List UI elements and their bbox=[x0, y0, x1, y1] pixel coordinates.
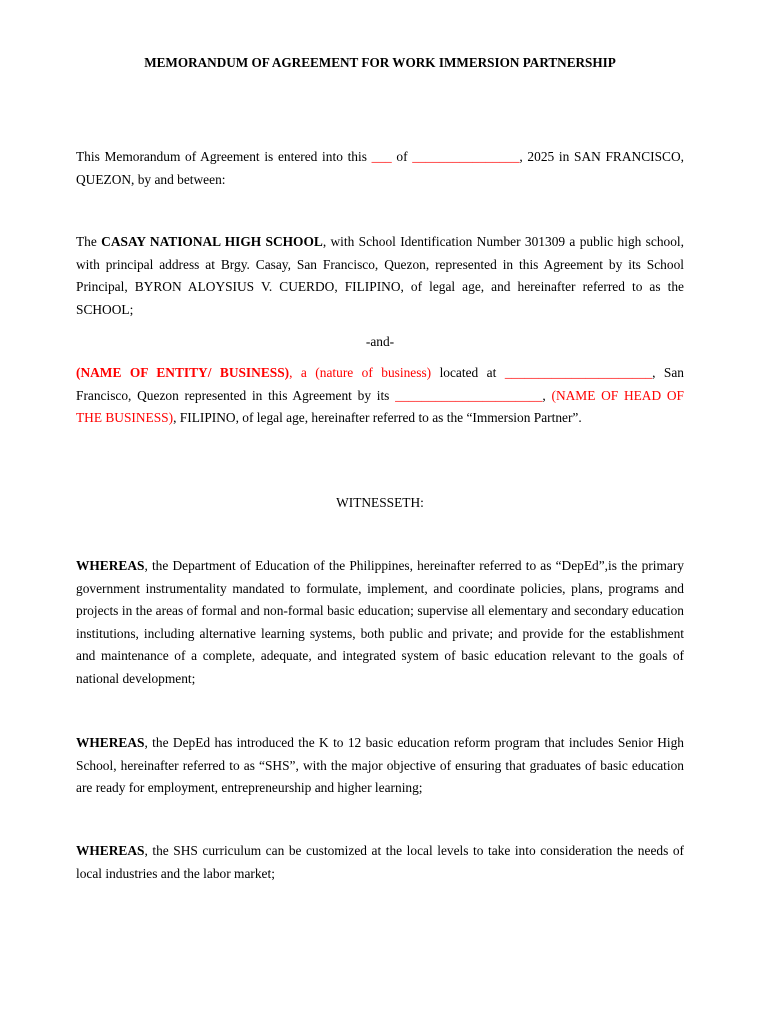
intro-text-end: , 2025 in SAN FRANCISCO, QUEZON, by and between: bbox=[76, 149, 684, 187]
nature-of-business-placeholder: , a (nature of business) bbox=[289, 365, 432, 380]
whereas-clause-3 bbox=[76, 840, 684, 885]
partner-party-paragraph bbox=[76, 362, 684, 430]
document-page bbox=[76, 0, 684, 1024]
witnesseth-heading: WITNESSETH: bbox=[336, 495, 424, 510]
whereas-text: , the SHS curriculum can be customized at the local levels to take into consideration the needs of local industries and the labor market; bbox=[76, 843, 684, 881]
and-separator: -and- bbox=[365, 334, 395, 349]
location-blank: ______________________ bbox=[504, 365, 653, 380]
month-blank: ________________ bbox=[412, 149, 520, 164]
intro-of-word: of bbox=[391, 149, 413, 164]
located-at-text: located at bbox=[431, 365, 505, 380]
whereas-text: , the DepEd has introduced the K to 12 basic education reform program that includes Senior High School, hereinafter referred to as “SHS”, with the major objective of ensuring that graduates of basic education are ready for employment, entrepreneurship and higher learning; bbox=[76, 735, 684, 796]
head-of-business-placeholder: (NAME OF HEAD OF THE BUSINESS) bbox=[76, 387, 684, 426]
school-party-paragraph bbox=[76, 231, 684, 321]
day-blank: ___ bbox=[371, 149, 392, 164]
partner-comma: , bbox=[542, 387, 552, 403]
school-party-text: , with School Identification Number 301309 a public high school, with principal address at Brgy. Casay, San Francisco, Quezon, represented in this Agreement by its School Principal, BYRON ALOYSIUS V. CUERDO, FILIPINO, of legal age, and hereinafter referred to as the SCHOOL; bbox=[76, 234, 684, 317]
intro-text-start: This Memorandum of Agreement is entered into this bbox=[76, 149, 372, 164]
whereas-clause-1 bbox=[76, 555, 684, 691]
intro-paragraph bbox=[76, 146, 684, 191]
school-the-word: The bbox=[76, 234, 102, 249]
whereas-label: WHEREAS bbox=[76, 735, 145, 750]
whereas-clause-2 bbox=[76, 732, 684, 800]
whereas-label: WHEREAS bbox=[76, 843, 145, 858]
entity-name-placeholder: (NAME OF ENTITY/ BUSINESS) bbox=[76, 365, 290, 380]
whereas-label: WHEREAS bbox=[76, 558, 145, 573]
document-title: MEMORANDUM OF AGREEMENT FOR WORK IMMERSION PARTNERSHIP bbox=[144, 55, 616, 70]
partner-mid-text: , San Francisco, Quezon represented in this Agreement by its bbox=[76, 365, 684, 403]
representative-blank: ______________________ bbox=[395, 387, 543, 403]
school-name: CASAY NATIONAL HIGH SCHOOL bbox=[101, 234, 323, 249]
partner-end-text: , FILIPINO, of legal age, hereinafter referred to as the “Immersion Partner”. bbox=[173, 410, 582, 426]
whereas-text: , the Department of Education of the Philippines, hereinafter referred to as “DepEd”,is the primary government instrumentality mandated to formulate, implement, and coordinate policies, plans, programs and projects in the areas of formal and non-formal basic education; supervise all elementary and secondary education institutions, including alternative learning systems, both public and private; and provide for the establishment and maintenance of a complete, adequate, and integrated system of basic education relevant to the goals of national development; bbox=[76, 558, 684, 686]
